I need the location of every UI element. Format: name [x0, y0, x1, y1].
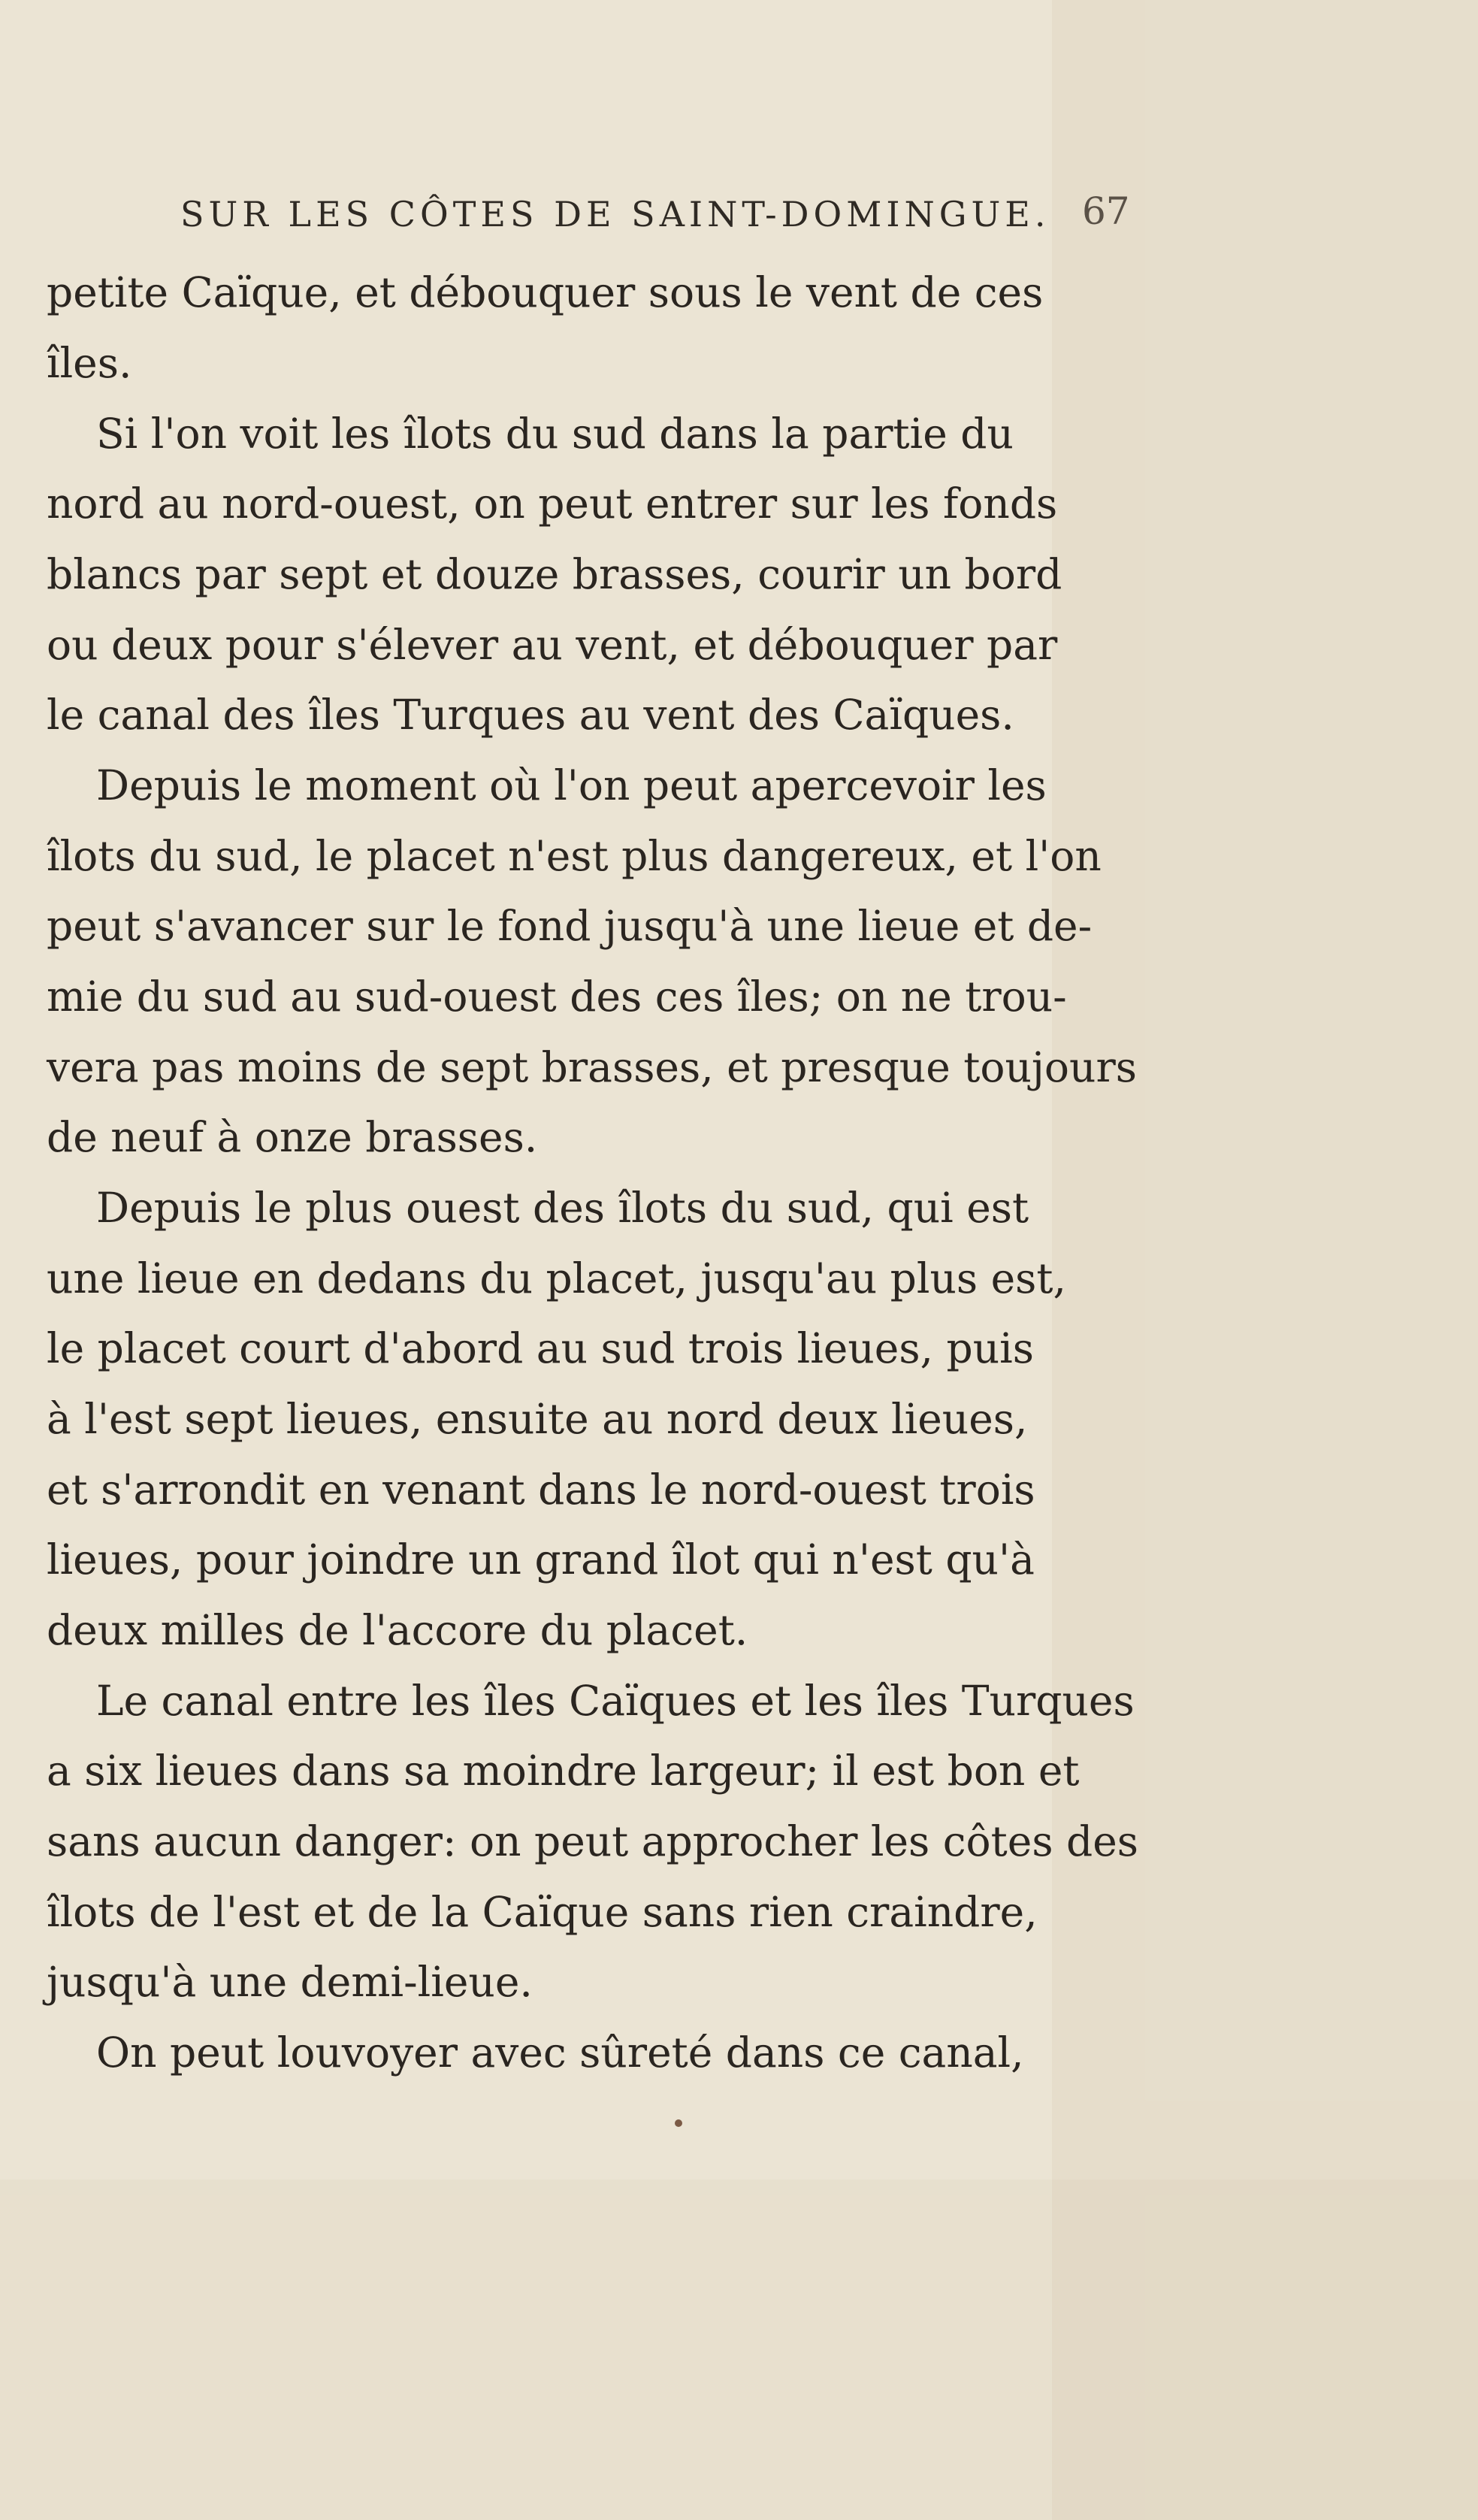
- text-line: et s'arrondit en venant dans le nord-ouest trois: [47, 1466, 1035, 1514]
- text-line: deux milles de l'accore du placet.: [47, 1606, 748, 1654]
- text-line: Si l'on voit les îlots du sud dans la partie du: [96, 410, 1014, 458]
- text-line: à l'est sept lieues, ensuite au nord deux lieues,: [47, 1395, 1028, 1443]
- text-line: blancs par sept et douze brasses, courir un bord: [47, 550, 1062, 598]
- text-line: vera pas moins de sept brasses, et presque toujours: [47, 1043, 1137, 1091]
- paper-stain-bottom: [0, 2180, 1478, 2520]
- text-line: On peut louvoyer avec sûreté dans ce canal,: [96, 2028, 1024, 2077]
- text-line: le placet court d'abord au sud trois lieues, puis: [47, 1324, 1034, 1372]
- text-line: îlots du sud, le placet n'est plus dangereux, et l'on: [47, 832, 1102, 880]
- text-line: Depuis le moment où l'on peut apercevoir les: [96, 761, 1047, 809]
- text-line: îlots de l'est et de la Caïque sans rien craindre,: [47, 1888, 1038, 1936]
- paper-stain: [1052, 0, 1478, 2520]
- text-line: Depuis le plus ouest des îlots du sud, qui est: [96, 1184, 1029, 1232]
- text-line: lieues, pour joindre un grand îlot qui n'est qu'à: [47, 1535, 1035, 1584]
- page-number: 67: [1082, 189, 1130, 233]
- text-line: jusqu'à une demi-lieue.: [47, 1958, 533, 2006]
- text-line: sans aucun danger: on peut approcher les côtes des: [47, 1817, 1139, 1865]
- text-line: Le canal entre les îles Caïques et les îles Turques: [96, 1677, 1135, 1725]
- text-line: une lieue en dedans du placet, jusqu'au plus est,: [47, 1254, 1066, 1302]
- text-line: nord au nord-ouest, on peut entrer sur les fonds: [47, 479, 1058, 528]
- text-line: îles.: [47, 339, 132, 387]
- text-line: ou deux pour s'élever au vent, et débouquer par: [47, 621, 1058, 669]
- text-line: petite Caïque, et débouquer sous le vent de ces: [47, 268, 1044, 316]
- text-line: mie du sud au sud-ouest des ces îles; on ne trou-: [47, 973, 1067, 1021]
- text-line: peut s'avancer sur le fond jusqu'à une lieue et de-: [47, 902, 1093, 950]
- text-line: a six lieues dans sa moindre largeur; il est bon et: [47, 1747, 1080, 1795]
- text-line: de neuf à onze brasses.: [47, 1113, 538, 1161]
- text-line: le canal des îles Turques au vent des Caïques.: [47, 691, 1014, 739]
- running-head: SUR LES CÔTES DE SAINT-DOMINGUE.: [180, 194, 1050, 234]
- ink-spot: [675, 2119, 682, 2127]
